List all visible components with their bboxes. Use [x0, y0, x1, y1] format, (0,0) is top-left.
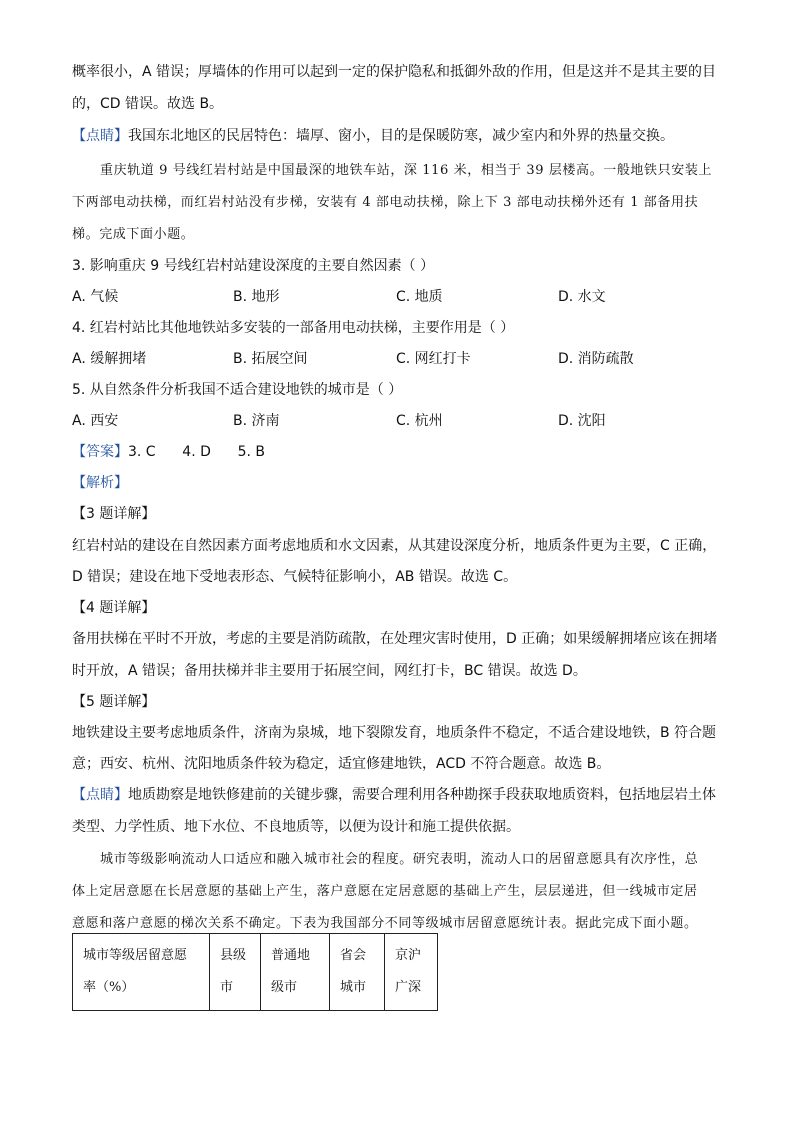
passage1-line2: 下两部电动扶梯，而红岩村站没有步梯，安装有 4 部电动扶梯，除上下 3 部电动扶梯外还有 1 部备用扶: [72, 195, 699, 210]
q4-option-c: C. 网红打卡: [396, 351, 471, 367]
detail5-line1: 地铁建设主要考虑地质条件，济南为泉城，地下裂隙发育，地质条件不稳定，不适合建设地铁，B 符合题: [72, 725, 717, 741]
detail3-line1: 红岩村站的建设在自然因素方面考虑地质和水文因素，从其建设深度分析，地质条件更为主要，C 正确，: [72, 538, 717, 554]
detail5-line2: 意；西安、杭州、沈阳地质条件较为稳定，适宜修建地铁，ACD 不符合题意。故选 B。: [72, 756, 611, 772]
detail3-tag: 【3 题详解】: [72, 506, 156, 522]
q3-option-a: A. 气候: [72, 289, 119, 305]
q4-option-b: B. 拓展空间: [233, 351, 308, 367]
question-3-stem: 3. 影响重庆 9 号线红岩村站建设深度的主要自然因素（ ）: [72, 258, 435, 274]
q5-option-a: A. 西安: [72, 413, 119, 429]
comment2-line1: 地质勘察是地铁修建前的关键步骤，需要合理利用各种勘探手段获取地质资料，包括地层岩土体: [128, 787, 716, 803]
q3-option-d: D. 水文: [558, 289, 606, 305]
comment2-line2: 类型、力学性质、地下水位、不良地质等，以便为设计和施工提供依据。: [72, 819, 520, 835]
table-header-cell: 京沪 广深: [385, 934, 438, 1011]
comment-block-1: [72, 126, 674, 146]
passage2-line2: 体上定居意愿在长居意愿的基础上产生，落户意愿在定居意愿的基础上产生，层层递进，但一线城市定居: [72, 884, 698, 899]
table-header-cell: 城市等级居留意愿 率（%）: [73, 934, 210, 1011]
q3-option-b: B. 地形: [233, 289, 280, 305]
detail5-tag: 【5 题详解】: [72, 694, 156, 710]
para1-line1: 概率很小，A 错误；厚墙体的作用可以起到一定的保护隐私和抵御外敌的作用，但是这并不是其主要的目: [72, 64, 717, 80]
question-4-stem: 4. 红岩村站比其他地铁站多安装的一部备用电动扶梯，主要作用是（ ）: [72, 320, 515, 336]
detail4-tag: 【4 题详解】: [72, 600, 156, 616]
table-header-cell: 普通地 级市: [261, 934, 330, 1011]
answer-tag: 【答案】: [72, 444, 128, 460]
q4-option-a: A. 缓解拥堵: [72, 351, 147, 367]
comment-block-2: [72, 785, 716, 805]
detail4-line1: 备用扶梯在平时不开放，考虑的主要是消防疏散，在处理灾害时使用，D 正确；如果缓解拥堵应该在拥堵: [72, 631, 718, 647]
comment2-tag: 【点睛】: [72, 787, 128, 803]
comment-tag: 【点睛】: [72, 128, 128, 144]
q5-option-c: C. 杭州: [396, 413, 443, 429]
passage2-line1: 城市等级影响流动人口适应和融入城市社会的程度。研究表明，流动人口的居留意愿具有次序性，总: [100, 852, 699, 867]
answer-line: [72, 442, 265, 462]
q5-option-b: B. 济南: [233, 413, 280, 429]
table-row: [73, 934, 438, 1011]
passage1-line3: 梯。完成下面小题。: [72, 227, 195, 242]
detail3-line2: D 错误；建设在地下受地表形态、气候特征影响小，AB 错误。故选 C。: [72, 569, 518, 585]
residence-intention-table: [72, 933, 438, 1011]
detail4-line2: 时开放，A 错误；备用扶梯并非主要用于拓展空间，网红打卡，BC 错误。故选 D。: [72, 663, 587, 679]
para1-line2: 的，CD 错误。故选 B。: [72, 96, 224, 112]
analysis-tag: 【解析】: [72, 475, 128, 491]
q5-option-d: D. 沈阳: [558, 413, 606, 429]
question-5-stem: 5. 从自然条件分析我国不适合建设地铁的城市是（ ）: [72, 382, 403, 398]
q4-option-d: D. 消防疏散: [558, 351, 634, 367]
answer-text: 3. C 4. D 5. B: [128, 444, 265, 460]
table-header-cell: 县级 市: [210, 934, 261, 1011]
comment-text: 我国东北地区的民居特色：墙厚、窗小，目的是保暖防寒，减少室内和外界的热量交换。: [128, 128, 674, 144]
passage1-line1: 重庆轨道 9 号线红岩村站是中国最深的地铁车站，深 116 米，相当于 39 层楼高。一般地铁只安装上: [100, 163, 713, 178]
q3-option-c: C. 地质: [396, 289, 443, 305]
passage2-line3: 意愿和落户意愿的梯次关系不确定。下表为我国部分不同等级城市居留意愿统计表。据此完成下面小题。: [72, 916, 698, 931]
table-header-cell: 省会 城市: [330, 934, 385, 1011]
